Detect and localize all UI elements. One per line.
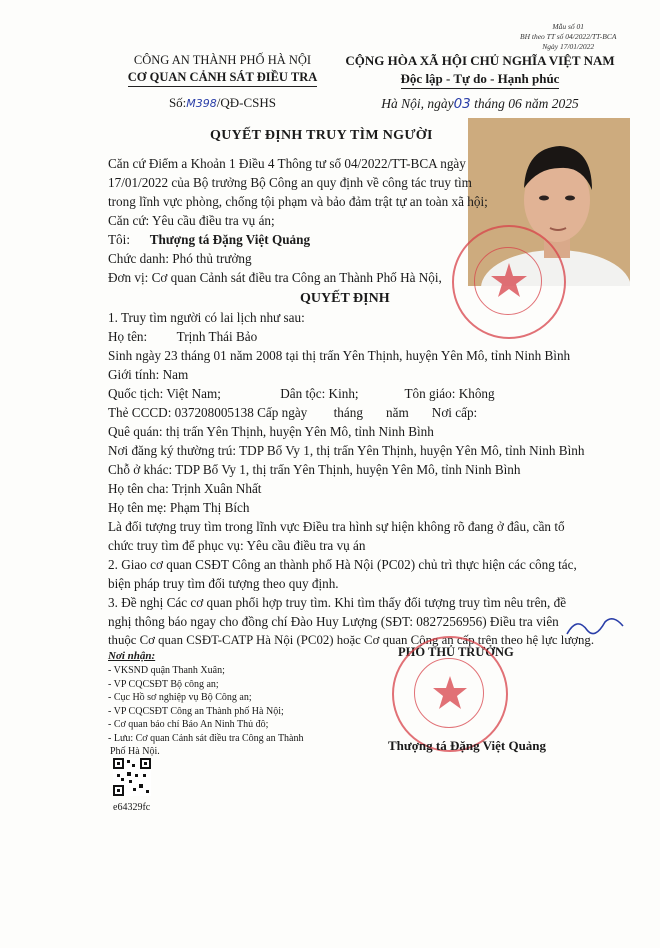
body-line: Nơi đăng ký thường trú: TDP Bổ Vy 1, thị trấn Yên Thịnh, huyện Yên Mô, tỉnh Ninh Bình: [108, 443, 585, 458]
issuer-name: Thượng tá Đặng Việt Quảng: [149, 232, 311, 247]
official-stamp: [452, 225, 566, 339]
body-line: Sinh ngày 23 tháng 01 năm 2008 tại thị trấn Yên Thịnh, huyện Yên Mô, tỉnh Ninh Bình: [108, 348, 571, 363]
recipient-item: - Lưu: Cơ quan Cảnh sát điều tra Công an Thành: [108, 732, 304, 744]
issuer-line: Tôi: Thượng tá Đặng Việt Quảng: [108, 232, 311, 247]
recipient-item: - Cục Hồ sơ nghiệp vụ Bộ Công an;: [108, 692, 252, 703]
recipients-block: [108, 650, 348, 759]
body-line: 1. Truy tìm người có lai lịch như sau:: [108, 310, 305, 325]
agency-header: [120, 53, 325, 111]
body-line: chức truy tìm để phục vụ: Yêu cầu điều tra vụ án: [108, 538, 366, 553]
recipient-item: Phố Hà Nội.: [110, 746, 160, 757]
decision-heading: QUYẾT ĐỊNH: [300, 291, 390, 306]
issuer-title-line: Chức danh: Phó thủ trưởng: [108, 251, 252, 266]
nation-line1: CỘNG HÒA XÃ HỘI CHỦ NGHĨA VIỆT NAM: [345, 53, 615, 68]
signature-position: PHÓ THỦ TRƯỞNG: [398, 645, 514, 659]
preamble-line: Căn cứ: Yêu cầu điều tra vụ án;: [108, 213, 275, 228]
body-line: Quê quán: thị trấn Yên Thịnh, huyện Yên Mô, tỉnh Ninh Bình: [108, 424, 434, 439]
recipients-heading: Nơi nhận:: [108, 650, 156, 662]
form-note-line: Mẫu số 01: [552, 22, 585, 31]
qr-code-text: e64329fc: [113, 802, 151, 813]
document-title: QUYẾT ĐỊNH TRUY TÌM NGƯỜI: [210, 128, 433, 143]
signer-name: Thượng tá Đặng Việt Quảng: [388, 738, 547, 753]
body-line: Chỗ ở khác: TDP Bổ Vy 1, thị trấn Yên Thịnh, huyện Yên Mô, tỉnh Ninh Bình: [108, 462, 521, 477]
body-line: 2. Giao cơ quan CSĐT Công an thành phố Hà Nội (PC02) chủ trì thực hiện các công tác,: [108, 557, 577, 572]
body-line: Họ tên cha: Trịnh Xuân Nhất: [108, 481, 262, 496]
qr-code: [113, 758, 151, 796]
form-note-line: BH theo TT số 04/2022/TT-BCA: [520, 31, 617, 41]
body-line: thuộc Cơ quan CSĐT-CATP Hà Nội (PC02) hoặc Cơ quan Công an cấp trên theo hệ lực lượng.: [108, 633, 595, 647]
full-name-line: Họ tên: Trịnh Thái Bảo: [108, 329, 258, 344]
document-date: Hà Nội, ngày03 tháng 06 năm 2025: [381, 96, 579, 112]
agency-line2: CƠ QUAN CẢNH SÁT ĐIỀU TRA: [128, 70, 318, 87]
preamble-line: Căn cứ Điểm a Khoản 1 Điều 4 Thông tư số 04/2022/TT-BCA ngày: [108, 156, 466, 171]
stamp-star-icon: [454, 227, 564, 337]
body-line: 3. Đề nghị Các cơ quan phối hợp truy tìm. Khi tìm thấy đối tượng truy tìm nêu trên, đề: [108, 595, 567, 610]
body-line: Thẻ CCCD: 037208005138 Cấp ngày tháng năm Nơi cấp:: [108, 405, 478, 420]
handwritten-number: M398: [186, 97, 217, 110]
recipient-item: - VKSND quận Thanh Xuân;: [108, 665, 225, 676]
signature-stamp: [392, 636, 508, 752]
national-header: [330, 53, 630, 112]
handwritten-day: 03: [453, 96, 471, 112]
agency-line1: CÔNG AN THÀNH PHỐ HÀ NỘI: [133, 53, 312, 67]
form-note-line: Ngày 17/01/2022: [542, 41, 595, 51]
body-line: Quốc tịch: Việt Nam; Dân tộc: Kinh; Tôn giáo: Không: [108, 386, 495, 401]
signature-scribble: [565, 612, 625, 642]
body-line: Họ tên mẹ: Phạm Thị Bích: [108, 500, 250, 515]
preamble-line: trong lĩnh vực phòng, chống tội phạm và bảo đảm trật tự an toàn xã hội;: [108, 194, 488, 209]
decision-number: Số:M398/QĐ-CSHS: [168, 95, 277, 110]
recipient-item: - VP CQCSĐT Bộ công an;: [108, 678, 219, 690]
stamp-star-icon: [394, 638, 506, 750]
body-line: nghị thông báo ngay cho đồng chí Đào Huy Lượng (SĐT: 0827256956) Điều tra viên: [108, 614, 559, 629]
body-line: biện pháp truy tìm đối tượng theo quy định.: [108, 576, 339, 591]
form-note: [520, 22, 616, 51]
preamble-line: 17/01/2022 của Bộ trưởng Bộ Công an quy định về công tác truy tìm: [108, 175, 472, 190]
recipient-item: - VP CQCSĐT Công an Thành phố Hà Nội;: [108, 705, 284, 717]
recipient-item: - Cơ quan báo chí Báo An Ninh Thủ đô;: [108, 719, 269, 730]
issuer-unit-line: Đơn vị: Cơ quan Cảnh sát điều tra Công an Thành Phố Hà Nội,: [108, 270, 442, 285]
body-line: Giới tính: Nam: [108, 367, 189, 382]
nation-line2: Độc lập - Tự do - Hạnh phúc: [401, 71, 560, 89]
body-line: Là đối tượng truy tìm trong lĩnh vực Điều tra hình sự hiện không rõ đang ở đâu, cần tổ: [108, 519, 565, 534]
qr-code-icon: [113, 758, 151, 796]
